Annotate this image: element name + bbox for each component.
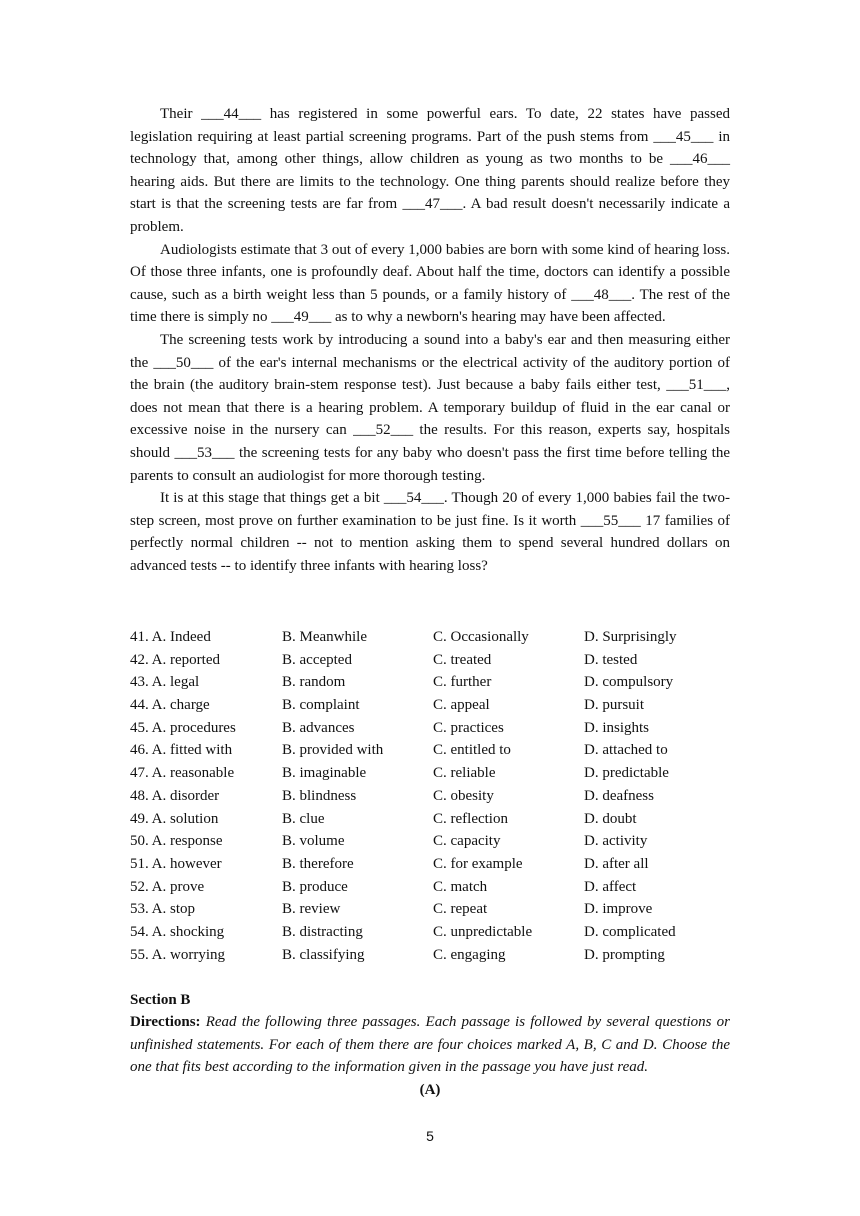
answer-options-table: [130, 626, 730, 966]
option-choice: B. distracting: [282, 923, 363, 940]
option-row: [130, 694, 730, 717]
option-choice: 43. A. legal: [130, 674, 200, 691]
option-choice: B. Meanwhile: [282, 629, 367, 645]
option-choice: 54. A. shocking: [130, 923, 225, 940]
option-choice: D. activity: [584, 833, 648, 850]
option-choice: C. engaging: [433, 946, 506, 963]
option-choice: D. insights: [584, 719, 650, 736]
directions: [130, 1011, 730, 1079]
option-choice: 52. A. prove: [130, 878, 205, 895]
option-choice: C. reliable: [433, 765, 496, 782]
option-row: [130, 626, 730, 649]
option-choice: C. Occasionally: [433, 629, 529, 645]
option-choice: B. produce: [282, 878, 348, 895]
option-choice: D. Surprisingly: [584, 629, 677, 645]
option-choice: 49. A. solution: [130, 810, 219, 827]
option-choice: B. advances: [282, 719, 355, 736]
option-choice: C. for example: [433, 855, 523, 872]
option-choice: 46. A. fitted with: [130, 742, 233, 759]
option-row: [130, 921, 730, 944]
section-b: [130, 989, 730, 1101]
option-row: [130, 649, 730, 672]
passage-paragraph: It is at this stage that things get a bit ___54___. Though 20 of every 1,000 babies fail the two-step screen, most prove on further examination to be just fine. Is it worth ___55___ 17 families of perfectly normal children -- not to mention asking them to spend several hundred dollars on advanced tests -- to identify three infants with hearing loss?: [130, 490, 730, 574]
option-row: [130, 785, 730, 808]
option-choice: D. pursuit: [584, 697, 644, 714]
option-choice: D. improve: [584, 901, 653, 918]
option-choice: 55. A. worrying: [130, 946, 225, 963]
option-choice: D. predictable: [584, 765, 669, 782]
option-choice: C. reflection: [433, 810, 508, 827]
option-choice: 50. A. response: [130, 833, 223, 850]
option-choice: 51. A. however: [130, 855, 222, 872]
page-number: 5: [426, 1128, 434, 1144]
option-choice: C. repeat: [433, 901, 488, 918]
option-choice: D. affect: [584, 878, 637, 895]
option-choice: 44. A. charge: [130, 697, 210, 714]
section-title: Section B: [130, 992, 191, 1008]
option-choice: D. tested: [584, 651, 638, 668]
option-choice: C. treated: [433, 651, 492, 668]
option-choice: D. complicated: [584, 923, 676, 940]
option-choice: B. complaint: [282, 697, 360, 714]
passage-subheading: (A): [419, 1081, 441, 1098]
directions-label: Directions:: [130, 1014, 201, 1030]
option-choice: 47. A. reasonable: [130, 765, 235, 782]
option-choice: C. match: [433, 878, 488, 895]
passage-paragraph: Audiologists estimate that 3 out of every 1,000 babies are born with some kind of hearing loss. Of those three infants, one is profoundly deaf. About half the time, doctors can identify a possible cause, such as a birth weight less than 5 pounds, or a family history of ___48___. The rest of the time there is simply no ___49___ as to why a newborn's hearing may have been affected.: [130, 241, 730, 326]
option-choice: C. unpredictable: [433, 923, 533, 940]
passage-paragraph: The screening tests work by introducing a sound into a baby's ear and then measuring either the ___50___ of the ear's internal mechanisms or the electrical activity of the auditory portion of the brain (the auditory brain-stem response test). Just because a baby fails either test, ___51___, does not mean that there is a hearing problem. A temporary buildup of fluid in the ear canal or excessive noise in the nursery can ___52___ the results. For this reason, experts say, hospitals should ___53___ the screening tests for any baby who doesn't pass the first time before telling the parents to consult an audiologist for more thorough testing.: [130, 331, 730, 484]
option-row: [130, 739, 730, 762]
option-choice: D. after all: [584, 855, 649, 872]
option-row: [130, 898, 730, 921]
option-row: [130, 876, 730, 899]
option-choice: B. therefore: [282, 855, 354, 872]
directions-text: Read the following three passages. Each passage is followed by several questions or unfinished statements. For each of them there are four choices marked A, B, C and D. Choose the one that fits best according to the information given in the passage you have just read.: [130, 1014, 730, 1076]
option-choice: C. entitled to: [433, 742, 511, 759]
option-row: [130, 853, 730, 876]
option-choice: B. random: [282, 674, 346, 691]
passage: [130, 103, 730, 577]
option-choice: B. provided with: [282, 742, 384, 759]
option-choice: C. appeal: [433, 697, 490, 714]
option-choice: B. volume: [282, 833, 345, 850]
option-choice: D. doubt: [584, 810, 637, 827]
option-row: [130, 808, 730, 831]
option-choice: 41. A. Indeed: [130, 629, 211, 645]
option-choice: C. practices: [433, 719, 504, 736]
option-row: [130, 671, 730, 694]
option-row: [130, 830, 730, 853]
option-choice: C. capacity: [433, 833, 501, 850]
option-choice: 48. A. disorder: [130, 787, 220, 804]
option-row: [130, 717, 730, 740]
option-choice: B. accepted: [282, 651, 352, 668]
option-row: [130, 944, 730, 967]
option-choice: D. deafness: [584, 787, 654, 804]
option-row: [130, 762, 730, 785]
option-choice: D. prompting: [584, 946, 665, 963]
option-choice: B. imaginable: [282, 765, 367, 782]
option-choice: B. blindness: [282, 787, 357, 804]
option-choice: C. obesity: [433, 787, 494, 804]
option-choice: 45. A. procedures: [130, 719, 236, 736]
option-choice: B. classifying: [282, 946, 365, 963]
option-choice: B. review: [282, 901, 341, 918]
option-choice: 53. A. stop: [130, 901, 196, 918]
option-choice: C. further: [433, 674, 492, 691]
option-choice: 42. A. reported: [130, 651, 220, 668]
option-choice: B. clue: [282, 810, 325, 827]
option-choice: D. attached to: [584, 742, 668, 759]
option-choice: D. compulsory: [584, 674, 674, 691]
passage-paragraph: Their ___44___ has registered in some powerful ears. To date, 22 states have passed legislation requiring at least partial screening programs. Part of the push stems from ___45___ in technology that, among other things, allow children as young as two months to be ___46___ hearing aids. But there are limits to the technology. One thing parents should realize before they start is that the screening tests are far from ___47___. A bad result doesn't necessarily indicate a problem.: [130, 106, 730, 235]
